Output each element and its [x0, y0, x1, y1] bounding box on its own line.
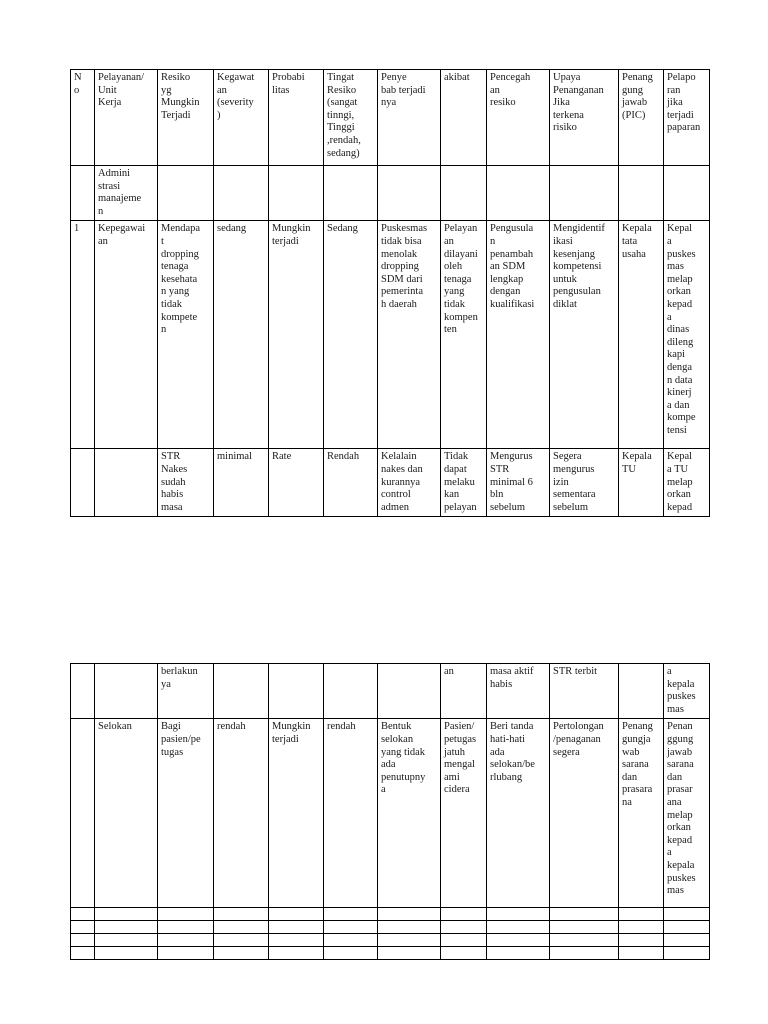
table-cell — [324, 921, 378, 934]
table-cell — [269, 934, 324, 947]
table-cell: rendah — [214, 719, 269, 908]
table-cell — [550, 908, 619, 921]
table-cell: Segera mengurus izin sementara sebelum — [550, 449, 619, 517]
table-row — [71, 947, 710, 960]
table-cell — [550, 934, 619, 947]
table-cell: Pengusula n penambah an SDM lengkap dengan kualifikasi — [487, 221, 550, 449]
table-cell: Pencegah an resiko — [487, 70, 550, 166]
table-cell: Admini strasi manajeme n — [95, 166, 158, 221]
table-cell: Kepal a TU melap orkan kepad — [664, 449, 710, 517]
table-cell: Resiko yg Mungkin Terjadi — [158, 70, 214, 166]
table-cell — [664, 908, 710, 921]
table-cell: Kepala TU — [619, 449, 664, 517]
table-cell — [158, 166, 214, 221]
table-cell — [378, 934, 441, 947]
table-cell — [269, 921, 324, 934]
table-cell: Rendah — [324, 449, 378, 517]
risk-table-top — [70, 69, 710, 517]
table-cell — [664, 166, 710, 221]
table-cell — [487, 908, 550, 921]
table-cell: STR Nakes sudah habis masa — [158, 449, 214, 517]
table-cell — [95, 664, 158, 719]
table-cell — [619, 934, 664, 947]
table-cell: Selokan — [95, 719, 158, 908]
table-row — [71, 908, 710, 921]
table-cell: Bagi pasien/pe tugas — [158, 719, 214, 908]
table-cell: sedang — [214, 221, 269, 449]
table-cell: Probabi litas — [269, 70, 324, 166]
table-cell: Mungkin terjadi — [269, 719, 324, 908]
table-cell — [378, 166, 441, 221]
table-cell: Pertolongan /penaganan segera — [550, 719, 619, 908]
table-cell: Mengurus STR minimal 6 bln sebelum — [487, 449, 550, 517]
risk-table-bottom — [70, 663, 710, 960]
table-cell — [158, 934, 214, 947]
table-cell — [550, 921, 619, 934]
table-cell: Beri tanda hati-hati ada selokan/be rlubang — [487, 719, 550, 908]
table-row — [71, 166, 710, 221]
table-cell — [158, 947, 214, 960]
table-cell: Kepala tata usaha — [619, 221, 664, 449]
table-cell — [324, 908, 378, 921]
table-cell: Penan ggung jawab sarana dan prasar ana melap orkan kepad a kepala puskes mas — [664, 719, 710, 908]
table-cell: Kepal a puskes mas melap orkan kepad a dinas dileng kapi denga n data kinerj a dan kompe tensi — [664, 221, 710, 449]
table-cell — [378, 921, 441, 934]
table-cell — [619, 921, 664, 934]
table-cell: Penang gungja wab sarana dan prasara na — [619, 719, 664, 908]
table-cell — [158, 908, 214, 921]
table-cell — [71, 166, 95, 221]
table-cell — [324, 166, 378, 221]
table-cell — [269, 908, 324, 921]
table-cell — [324, 934, 378, 947]
table-cell — [441, 166, 487, 221]
table-cell — [95, 934, 158, 947]
table-cell: Mungkin terjadi — [269, 221, 324, 449]
table-cell: an — [441, 664, 487, 719]
table-cell: 1 — [71, 221, 95, 449]
table-cell — [71, 908, 95, 921]
table-cell — [619, 664, 664, 719]
table-cell: Rate — [269, 449, 324, 517]
table-cell — [550, 947, 619, 960]
table-cell — [214, 921, 269, 934]
table-row — [71, 921, 710, 934]
table-cell — [487, 166, 550, 221]
table-cell: Mendapa t dropping tenaga kesehata n yang tidak kompete n — [158, 221, 214, 449]
table-cell: Tingat Resiko (sangat tinngi, Tinggi ,rendah, sedang) — [324, 70, 378, 166]
table-cell — [269, 947, 324, 960]
table-cell — [158, 921, 214, 934]
table-cell — [71, 921, 95, 934]
table-row — [71, 664, 710, 719]
table-cell — [619, 908, 664, 921]
risk-table-bottom-body — [71, 664, 710, 960]
table-cell — [269, 166, 324, 221]
table-cell — [214, 166, 269, 221]
table-cell — [71, 719, 95, 908]
table-cell: Pasien/ petugas jatuh mengal ami cidera — [441, 719, 487, 908]
risk-table-top-body — [71, 70, 710, 517]
table-cell — [71, 934, 95, 947]
table-cell — [441, 947, 487, 960]
table-cell: a kepala puskes mas — [664, 664, 710, 719]
table-cell — [95, 908, 158, 921]
table-cell: Upaya Penanganan Jika terkena risiko — [550, 70, 619, 166]
table-cell — [487, 947, 550, 960]
table-cell: Sedang — [324, 221, 378, 449]
table-cell: N o — [71, 70, 95, 166]
table-cell: Kelalain nakes dan kurannya control admen — [378, 449, 441, 517]
table-cell: Pelapo ran jika terjadi paparan — [664, 70, 710, 166]
table-cell — [324, 664, 378, 719]
table-cell — [550, 166, 619, 221]
table-cell — [214, 947, 269, 960]
table-cell — [269, 664, 324, 719]
table-cell — [95, 921, 158, 934]
table-cell — [95, 947, 158, 960]
table-cell: Tidak dapat melaku kan pelayan — [441, 449, 487, 517]
table-cell: akibat — [441, 70, 487, 166]
table-cell: Pelayanan/ Unit Kerja — [95, 70, 158, 166]
table-cell — [214, 934, 269, 947]
table-cell: Puskesmas tidak bisa menolak dropping SDM dari pemerinta h daerah — [378, 221, 441, 449]
table-cell — [441, 908, 487, 921]
table-cell — [214, 664, 269, 719]
table-cell — [71, 449, 95, 517]
table-cell — [95, 449, 158, 517]
table-cell — [441, 921, 487, 934]
table-cell: Mengidentif ikasi kesenjang kompetensi untuk pengusulan diklat — [550, 221, 619, 449]
table-cell: Penang gung jawab (PIC) — [619, 70, 664, 166]
table-cell: STR terbit — [550, 664, 619, 719]
table-cell — [664, 947, 710, 960]
table-cell — [441, 934, 487, 947]
header-row — [71, 70, 710, 166]
table-row — [71, 719, 710, 908]
table-cell — [378, 908, 441, 921]
table-cell — [619, 947, 664, 960]
table-cell — [214, 908, 269, 921]
table-cell — [619, 166, 664, 221]
table-row — [71, 934, 710, 947]
table-cell: minimal — [214, 449, 269, 517]
table-cell: Kepegawai an — [95, 221, 158, 449]
table-cell — [487, 921, 550, 934]
table-cell: Penye bab terjadi nya — [378, 70, 441, 166]
table-cell: masa aktif habis — [487, 664, 550, 719]
table-cell — [71, 664, 95, 719]
table-cell — [664, 921, 710, 934]
table-cell: berlakun ya — [158, 664, 214, 719]
table-cell: Kegawat an (severity ) — [214, 70, 269, 166]
table-row — [71, 221, 710, 449]
table-cell — [378, 947, 441, 960]
table-cell: rendah — [324, 719, 378, 908]
table-row — [71, 449, 710, 517]
table-cell — [324, 947, 378, 960]
table-cell — [664, 934, 710, 947]
table-cell: Pelayan an dilayani oleh tenaga yang tidak kompen ten — [441, 221, 487, 449]
table-cell — [378, 664, 441, 719]
table-cell: Bentuk selokan yang tidak ada penutupny a — [378, 719, 441, 908]
table-cell — [71, 947, 95, 960]
table-cell — [487, 934, 550, 947]
